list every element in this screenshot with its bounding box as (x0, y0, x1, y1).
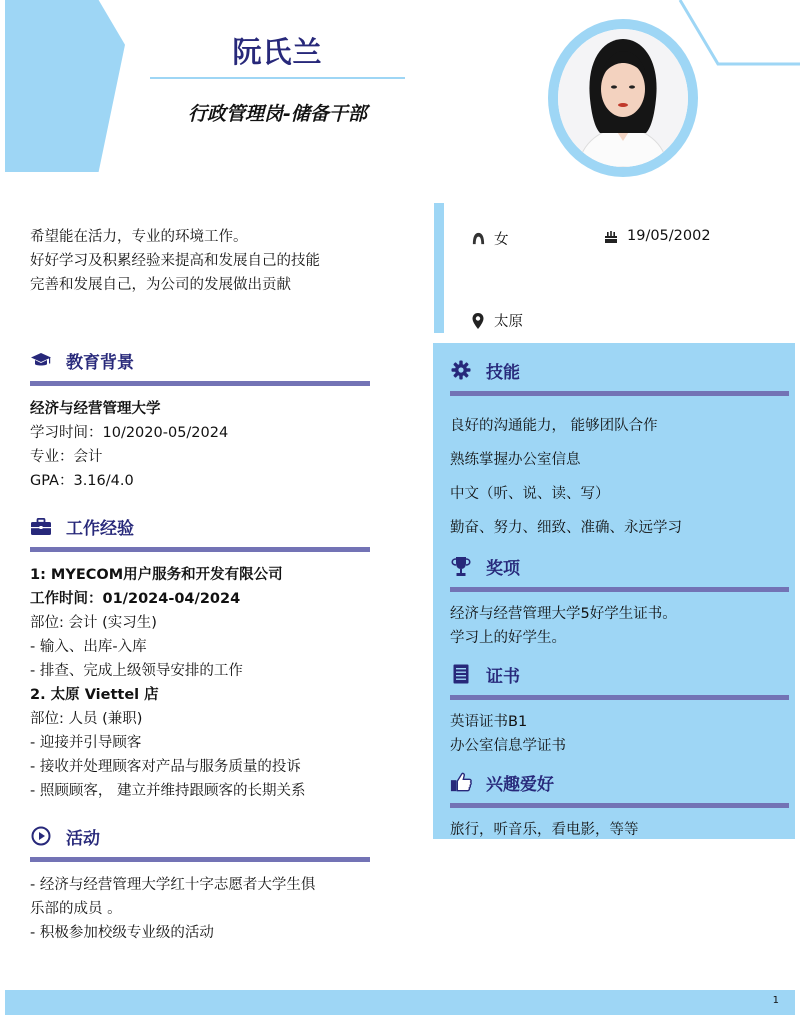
skill-item: 勤奋、努力、细致、准确、永远学习 (450, 520, 682, 536)
activity-line: - 经济与经营管理大学红十字志愿者大学生俱 (30, 877, 316, 893)
location-info (470, 310, 523, 331)
work-line: 2. 太原 Viettel 店 (30, 687, 159, 703)
thumbs-up-icon (450, 771, 472, 793)
awards-list (450, 602, 789, 650)
work-line: 部位: 人员 (兼职) (30, 711, 143, 727)
skills-title: 技能 (486, 362, 520, 383)
section-divider (450, 803, 789, 808)
certificates-title: 证书 (486, 666, 520, 687)
award-item: 经济与经营管理大学5好学生证书。 (450, 606, 677, 622)
candidate-name: 阮氏兰 (232, 35, 323, 69)
person-icon (470, 231, 486, 247)
work-line: - 迎接并引导顾客 (30, 735, 142, 751)
graduation-cap-icon (30, 349, 52, 371)
hobbies-section (450, 768, 789, 842)
work-line: 工作时间：01/2024-04/2024 (30, 591, 241, 607)
skill-item: 良好的沟通能力， 能够团队合作 (450, 418, 658, 434)
gender-info (470, 228, 509, 249)
play-circle-icon (30, 825, 52, 847)
work-heading (30, 512, 370, 540)
section-divider (450, 695, 789, 700)
certificates-heading (450, 660, 789, 688)
objective-line: 希望能在活力，专业的环境工作。 (30, 229, 248, 245)
activities-details (30, 873, 370, 945)
gpa: GPA：3.16/4.0 (30, 473, 134, 489)
certificates-list (450, 710, 789, 758)
hobbies-heading (450, 768, 789, 796)
education-details (30, 397, 370, 493)
cake-icon (603, 228, 619, 244)
gender-value: 女 (494, 232, 509, 248)
hobbies-text: 旅行，听音乐，看电影，等等 (450, 822, 639, 838)
work-line: - 接收并处理顾客对产品与服务质量的投诉 (30, 759, 301, 775)
certificate-item: 英语证书B1 (450, 714, 528, 730)
work-line: - 排查、完成上级领导安排的工作 (30, 663, 243, 679)
skills-list (450, 409, 789, 545)
corner-decoration (678, 0, 800, 70)
section-divider (30, 381, 370, 386)
page-number: 1 (772, 995, 779, 1006)
award-item: 学习上的好学生。 (450, 630, 566, 646)
profile-photo (558, 29, 688, 167)
awards-section (450, 552, 789, 650)
location-value: 太原 (494, 314, 523, 330)
map-pin-icon (470, 313, 486, 329)
name-divider (150, 77, 405, 79)
job-title: 行政管理岗-储备干部 (188, 103, 367, 125)
section-divider (450, 391, 789, 396)
header-decoration (5, 0, 125, 172)
certificates-section (450, 660, 789, 758)
section-divider (30, 857, 370, 862)
activities-title: 活动 (66, 828, 100, 849)
skill-item: 熟练掌握办公室信息 (450, 452, 581, 468)
education-section (30, 346, 370, 493)
work-title: 工作经验 (66, 518, 134, 539)
major: 专业：会计 (30, 449, 103, 465)
awards-title: 奖项 (486, 558, 520, 579)
objective-line: 好好学习及积累经验来提高和发展自己的技能 (30, 253, 320, 269)
birthday-info (603, 228, 711, 244)
skills-heading (450, 356, 789, 384)
work-section (30, 512, 370, 803)
document-icon (450, 663, 472, 685)
activities-heading (30, 822, 370, 850)
work-line: - 输入、出库-入库 (30, 639, 147, 655)
study-period: 学习时间：10/2020-05/2024 (30, 425, 229, 441)
career-objective (30, 225, 370, 297)
info-accent-bar (434, 203, 444, 333)
education-heading (30, 346, 370, 374)
activity-line: 乐部的成员 。 (30, 901, 122, 917)
awards-heading (450, 552, 789, 580)
work-line: 部位: 会计 (实习生) (30, 615, 157, 631)
skills-section (450, 356, 789, 545)
objective-line: 完善和发展自己，为公司的发展做出贡献 (30, 277, 291, 293)
hobbies-title: 兴趣爱好 (486, 774, 554, 795)
work-line: - 照顾顾客， 建立并维持跟顾客的长期关系 (30, 783, 306, 799)
birthday-value: 19/05/2002 (627, 228, 711, 244)
education-title: 教育背景 (66, 352, 134, 373)
briefcase-icon (30, 515, 52, 537)
gear-icon (450, 359, 472, 381)
certificate-item: 办公室信息学证书 (450, 738, 566, 754)
work-details (30, 563, 370, 803)
section-divider (30, 547, 370, 552)
skill-item: 中文（听、说、读、写） (450, 486, 610, 502)
school-name: 经济与经营管理大学 (30, 401, 161, 417)
section-divider (450, 587, 789, 592)
activities-section (30, 822, 370, 945)
trophy-icon (450, 555, 472, 577)
activity-line: - 积极参加校级专业级的活动 (30, 925, 214, 941)
work-line: 1: MYECOM用户服务和开发有限公司 (30, 567, 283, 583)
page-footer (5, 990, 795, 1015)
